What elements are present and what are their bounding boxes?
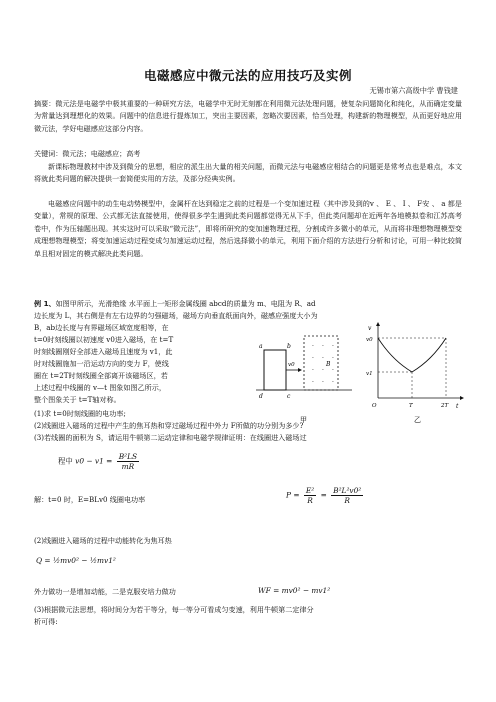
- formula-1-numerator: B²LS: [118, 452, 138, 461]
- axis-t-label: t: [456, 403, 459, 410]
- formula-2: P = $\frac{\text{E²}}{R}$ = $\frac{\text{B²L²v0²}}{R}$: [286, 486, 362, 505]
- svg-text:·: ·: [322, 343, 324, 350]
- coil-letter-b: b: [287, 343, 291, 350]
- part-3-text: (3)根据微元法思想，将时间分为若干等分，每一等分可看成匀变速，利用牛顿第二定律分: [34, 605, 314, 614]
- formula-1: [58, 452, 141, 471]
- figure-label-jia: 甲: [300, 416, 307, 424]
- coil-letter-c: c: [287, 393, 291, 400]
- vt-curve: [378, 338, 446, 372]
- svg-text:·: ·: [312, 379, 314, 386]
- abstract: 摘要：微元法是电磁学中极其重要的一种研究方法，电磁学中无时无刻都在利用微元法处理问题，使复杂问题简化和纯化，从而确定变量为常量达到理想化的效果。问题中的信息进行提炼加工，突出主要因素，忽略次要因素，恰当处理，构建新的物理模型，从而更好地应用微元法，学好电磁感应这部分内容。: [34, 99, 462, 133]
- question-1: (1)求 t=0时刻线圈的电功率;: [34, 409, 126, 418]
- svg-text:·: ·: [332, 343, 334, 350]
- coil-letter-a: a: [259, 343, 263, 350]
- example-text-5: 时对线圈施加一沿运动方向的变力 F，使线: [34, 359, 169, 368]
- example-text-4: 时刻线圈刚好全部进入磁场且速度为 v1，此: [34, 347, 173, 356]
- coil-letter-d: d: [259, 393, 263, 400]
- origin-label: O: [372, 403, 377, 409]
- coil-rect: [264, 350, 286, 390]
- example-label: 例 1、: [34, 299, 56, 308]
- svg-text:·: ·: [312, 355, 314, 362]
- question-2: (2)线圈进入磁场的过程中产生的焦耳热和穿过磁场过程中外力 F所做的功分别为多少?: [34, 421, 304, 430]
- svg-text:·: ·: [312, 343, 314, 350]
- work-text: 外力做功一是增加动能，二是克服安培力做功: [34, 587, 176, 596]
- svg-text:·: ·: [312, 367, 314, 374]
- svg-text:·: ·: [332, 367, 334, 374]
- svg-text:·: ·: [322, 379, 324, 386]
- keywords: 关键词：微元法；电磁感应；高考: [34, 149, 141, 158]
- formula-1-lhs: v0 − v1 =: [75, 456, 113, 466]
- svg-text:·: ·: [332, 355, 334, 362]
- velocity-label: v0: [288, 362, 295, 368]
- tick-2T: 2T: [441, 403, 449, 409]
- svg-text:·: ·: [332, 379, 334, 386]
- author-line: 无锡市第六高级中学 曹钱建: [369, 86, 458, 95]
- formula-1-fraction: [117, 452, 139, 471]
- formula-3: Q = ½mv0² − ½mv1²: [36, 556, 116, 565]
- example-text-3: t=0时刻线圈以初速度 v0进入磁场，在 t=T: [34, 335, 174, 344]
- formula-4: WF = mv0² − mv1²: [258, 586, 331, 595]
- example-text-6: 圈在 t=2T时刻线圈全部离开该磁场区，若: [34, 371, 168, 380]
- formula-1-prefix: 程中: [58, 456, 73, 466]
- formula-2-fraction-a: [304, 486, 316, 505]
- example-text-2: B，ab边长度与有界磁场区域宽度相等，在: [34, 323, 169, 332]
- intro-paragraph-2: 电磁感应问题中的动生电动势模型中，金属杆在达到稳定之前的过程是一个变加速过程（其中涉及到的v 、 E 、 I 、 F安 、 a 都是变量），常规的原理、公式都无法直接使用，使得很多学生遇到此类问题都觉得无从下手，但此类问题却在近两年各地模拟卷和江苏高考卷中，作为压轴题出现。其实这时可以采取“微元法”，即将所研究的变加速物理过程，分割成许多微小的单元，从而将非理想物理模型变成理想物理模型；将变加速运动过程变成匀加速运动过程，然后选择微小的单元，利用下面介绍的方法进行分析和讨论，可用一种比较简单且相对固定的模式解决此类问题。: [34, 199, 462, 258]
- part-2-text: (2)线圈进入磁场的过程中动能转化为焦耳热: [34, 536, 172, 545]
- example-1-line-0: [34, 298, 462, 310]
- example-text-8: 整个图象关于 t=T轴对称。: [34, 395, 121, 404]
- formula-2-den-b: R: [344, 496, 350, 505]
- svg-text:·: ·: [322, 367, 324, 374]
- intro-paragraph-1: 新课标物理教材中涉及到微分的思想，相应的派生出大量的相关问题，而微元法与电磁感应相结合的问题更是常考点也是难点，本文将就此类问题的解决提供一套简便实用的方法，及部分经典实例。: [34, 162, 462, 184]
- example-text-0: 如图甲所示，光滑绝缘 水平面上一矩形金属线圈 abcd的质量为 m、电阻为 R、ad: [55, 299, 316, 308]
- solution-line-1: 解：t=0 时，E=BLv0 线圈电功率: [34, 495, 146, 504]
- document-title: 电磁感应中微元法的应用技巧及实例: [143, 68, 352, 83]
- formula-2-num-a: E²: [305, 486, 315, 495]
- figure-label-yi: 乙: [414, 416, 421, 424]
- formula-2-num-b: B²L²v0²: [333, 486, 362, 495]
- formula-2-fraction-b: [331, 486, 363, 505]
- example-text-7: 上述过程中线圈的 v—t 图象如图乙所示，: [34, 383, 166, 392]
- tick-T: T: [409, 403, 413, 409]
- tick-v1: v1: [366, 371, 373, 377]
- axis-v-label: v: [368, 325, 372, 332]
- question-3: (3)若线圈的面积为 S，请运用牛顿第二运动定律和电磁学规律证明：在线圈进入磁场过: [34, 433, 307, 442]
- example-text-1: 边长度为 L，其右侧是有左右边界的匀强磁场，磁场方向垂直纸面向外，磁感应强度大小为: [34, 311, 318, 320]
- field-label: B: [326, 361, 331, 368]
- part-3-text-b: 析可得:: [34, 617, 58, 626]
- tick-v0: v0: [366, 337, 373, 343]
- svg-text:·: ·: [322, 355, 324, 362]
- formula-1-denominator: mR: [121, 462, 135, 471]
- formula-2-den-a: R: [307, 496, 313, 505]
